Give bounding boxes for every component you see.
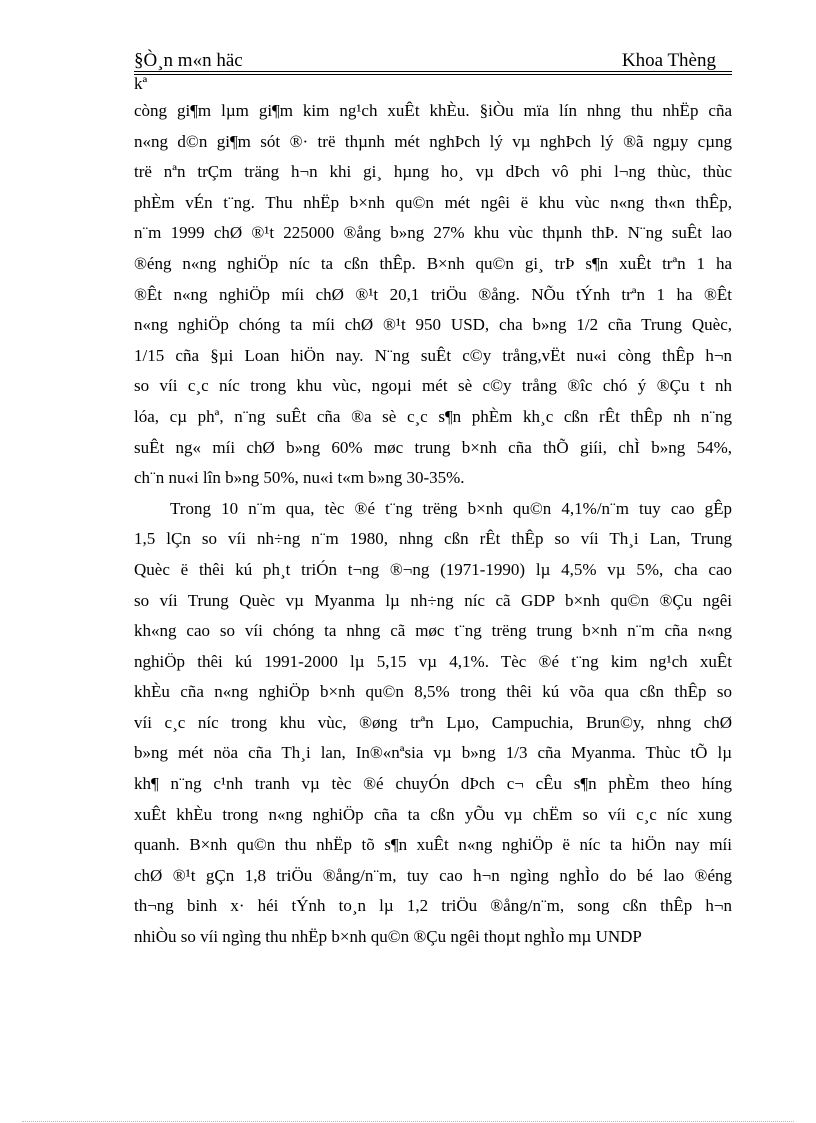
text-line: 1,5 lÇn so víi nh÷ng n¨m 1980, nhng cßn rÊt thÊp so víi Th¸i Lan, Trung xyxy=(134,529,732,549)
text-line: còng gi¶m lµm gi¶m kim ng¹ch xuÊt khÈu. §iÒu mïa lín nhng thu nhËp cña xyxy=(134,101,732,120)
paragraph xyxy=(134,96,732,494)
page-bottom-rule xyxy=(22,1121,794,1122)
text-line: nhiÒu so víi ngìng thu nhËp b×nh qu©n ®Çu ngêi thoµt nghÌo mµ UNDP xyxy=(134,927,642,947)
text-line: kh¶ n¨ng c¹nh tranh vµ tèc ®é chuyÓn dÞch c¬ cÊu s¶n phÈm theo híng xyxy=(134,774,732,794)
text-line: kh«ng cao so víi chóng ta nhng cã møc t¨ng trëng trung b×nh n¨m cña n«ng xyxy=(134,621,732,641)
text-line: so víi Trung Quèc vµ Myanma lµ nh÷ng níc cã GDP b×nh qu©n ®Çu ngêi xyxy=(134,590,732,610)
header-faculty-continuation: kª xyxy=(134,74,148,93)
text-line: lóa, cµ phª, n¨ng suÊt cña ®a sè c¸c s¶n phÈm kh¸c cßn rÊt thÊp nh n¨ng xyxy=(134,406,732,426)
text-line: 1/15 cña §µi Loan hiÖn nay. N¨ng suÊt c©y trång,vËt nu«i còng thÊp h¬n xyxy=(134,345,732,365)
text-line: quanh. B×nh qu©n thu nhËp tõ s¶n xuÊt n«ng nghiÖp ë níc ta hiÖn nay míi xyxy=(134,835,732,855)
text-line: xuÊt khÈu trong n«ng nghiÖp cña ta cßn yÕu vµ chËm so víi c¸c níc xung xyxy=(134,804,732,824)
text-line: so víi c¸c níc trong khu vùc, ngoµi mét sè c©y trång ®îc chó ý ®Çu t nh xyxy=(134,376,732,396)
text-line: n«ng nghiÖp chóng ta míi chØ ®¹t 950 USD, cha b»ng 1/2 cña Trung Quèc, xyxy=(134,315,732,335)
text-line: n¨m 1999 chØ ®¹t 225000 ®ång b»ng 27% khu vùc thµnh thÞ. N¨ng suÊt lao xyxy=(134,223,732,243)
text-line: b»ng mét nöa cña Th¸i lan, In®«nªsia vµ b»ng 1/3 cña Myanma. Thùc tÕ lµ xyxy=(134,743,732,763)
text-line: chØ ®¹t gÇn 1,8 triÖu ®ång/n¨m, tuy cao h¬n ngìng nghÌo do bé lao ®éng xyxy=(134,865,732,885)
document-body xyxy=(134,96,732,953)
text-line: th¬ng binh x· héi tÝnh to¸n lµ 1,2 triÖu ®ång/n¨m, song cßn thÊp h¬n xyxy=(134,896,732,916)
text-line: víi c¸c níc trong khu vùc, ®øng trªn Lµo, Campuchia, Brun©y, nhng chØ xyxy=(134,712,732,732)
header-course-title: §Ò¸n m«n häc xyxy=(134,50,243,71)
text-line: n«ng d©n gi¶m sót ®· trë thµnh mét nghÞch lý vµ nghÞch lý ®ã ngµy cµng xyxy=(134,131,732,151)
page-header xyxy=(134,50,732,72)
text-line: khÈu cña n«ng nghiÖp b×nh qu©n 8,5% trong thêi kú võa qua cßn thÊp so xyxy=(134,682,732,702)
text-line: trë nªn trÇm träng h¬n khi gi¸ hµng ho¸ vµ dÞch vô phi l¬ng thùc, thùc xyxy=(134,162,732,182)
text-line: suÊt ng« míi chØ b»ng 60% møc trung b×nh cña thÕ giíi, chÌ b»ng 54%, xyxy=(134,437,732,457)
text-line: ®éng n«ng nghiÖp níc ta cßn thÊp. B×nh qu©n gi¸ trÞ s¶n xuÊt trªn 1 ha xyxy=(134,253,732,273)
paragraph xyxy=(134,494,732,953)
text-line: ®Êt n«ng nghiÖp míi chØ ®¹t 20,1 triÖu ®ång. NÕu tÝnh trªn 1 ha ®Êt xyxy=(134,284,732,304)
header-faculty-name: Khoa Thèng xyxy=(621,50,716,71)
header-rule-bottom xyxy=(134,74,732,75)
text-line: nghiÖp thêi kú 1991-2000 lµ 5,15 vµ 4,1%. Tèc ®é t¨ng kim ng¹ch xuÊt xyxy=(134,651,732,671)
text-line: Quèc ë thêi kú ph¸t triÓn t¬ng ®¬ng (1971-1990) lµ 4,5% vµ 5%, cha cao xyxy=(134,559,732,579)
header-rule-top xyxy=(134,71,732,72)
text-line: Trong 10 n¨m qua, tèc ®é t¨ng trëng b×nh qu©n 4,1%/n¨m tuy cao gÊp xyxy=(170,498,732,518)
text-line: phÈm vÉn t¨ng. Thu nhËp b×nh qu©n mét ngêi ë khu vùc n«ng th«n thÊp, xyxy=(134,192,732,212)
text-line: ch¨n nu«i lîn b»ng 50%, nu«i t«m b»ng 30-35%. xyxy=(134,468,465,488)
